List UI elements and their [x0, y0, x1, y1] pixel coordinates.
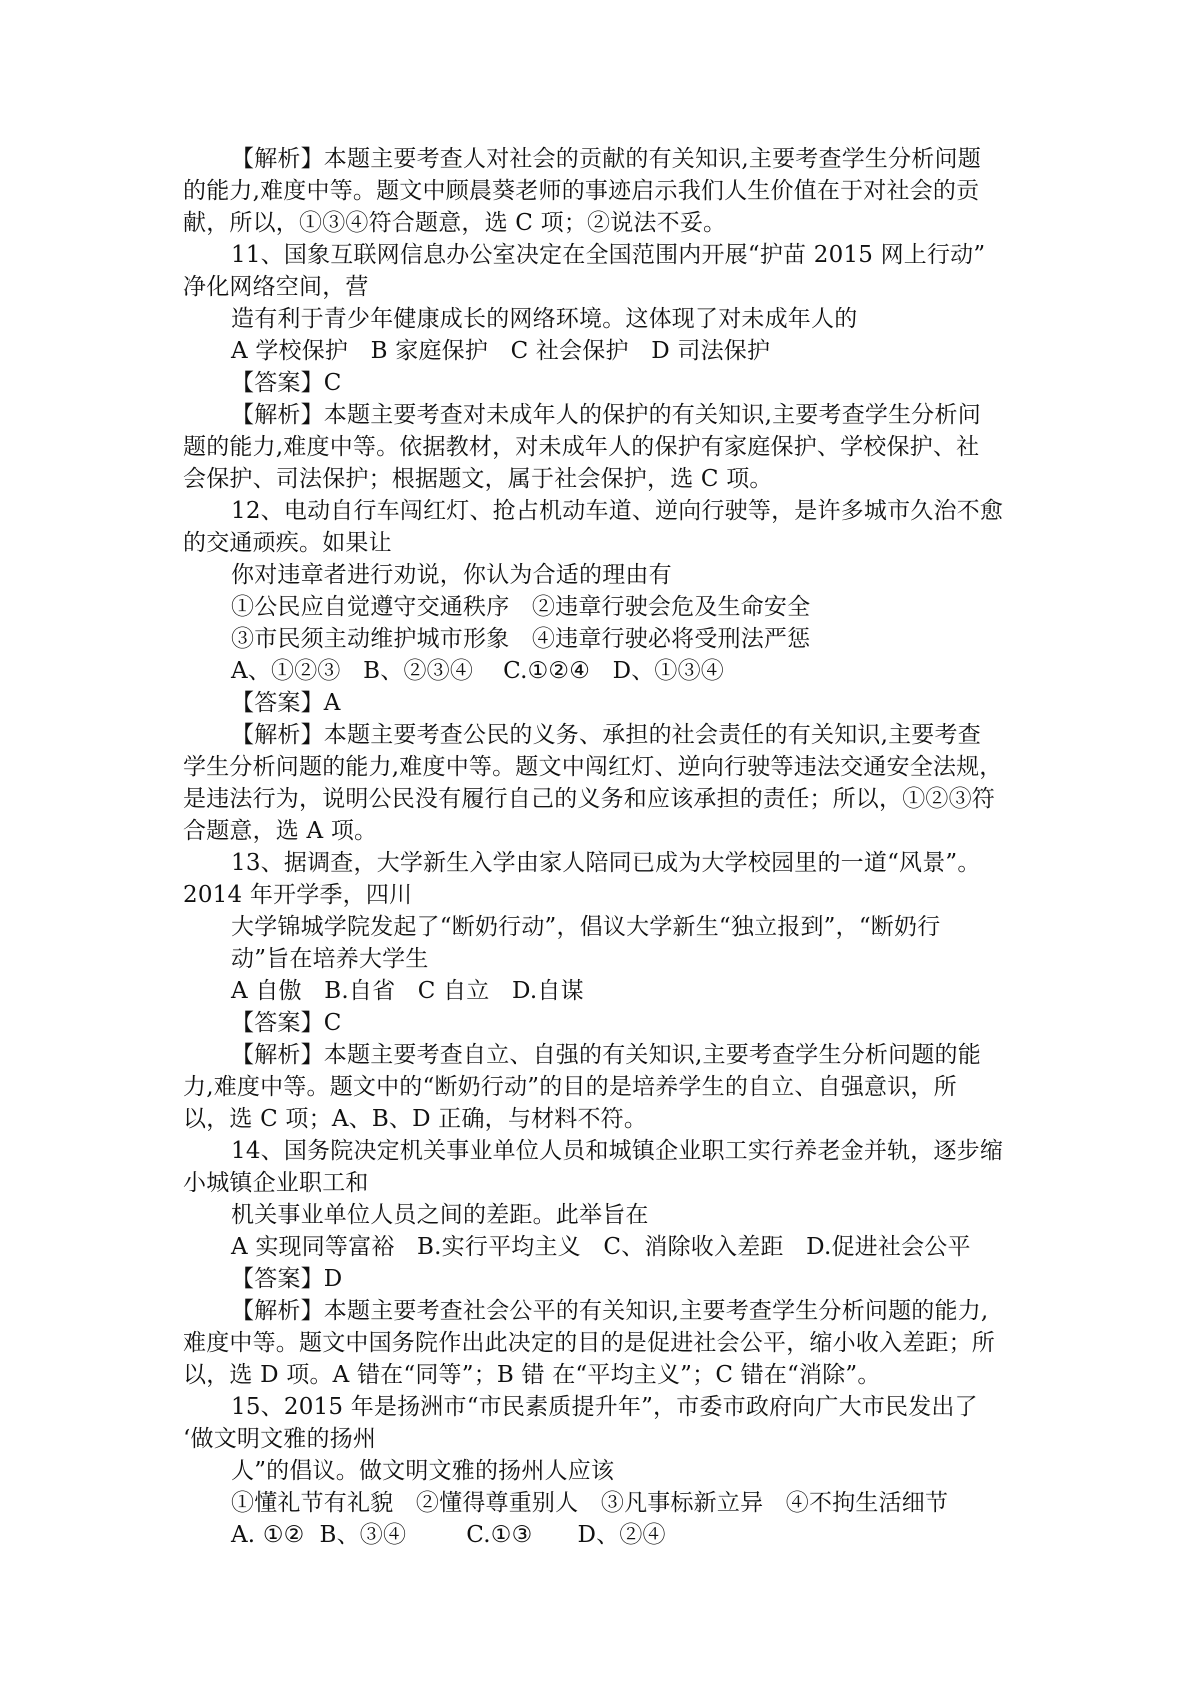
text-line: 大学锦城学院发起了“断奶行动”，倡议大学新生“独立报到”，“断奶行: [231, 914, 941, 940]
text-line: 的能力,难度中等。题文中顾晨葵老师的事迹启示我们人生价值在于对社会的贡: [183, 178, 980, 204]
text-line: 【答案】C: [231, 370, 342, 396]
text-line: 【答案】C: [231, 1010, 342, 1036]
text-line: 2014 年开学季，四川: [183, 882, 413, 908]
text-line: A 实现同等富裕 B.实行平均主义 C、消除收入差距 D.促进社会公平: [231, 1234, 971, 1260]
text-line: A 自傲 B.自省 C 自立 D.自谋: [231, 978, 584, 1004]
text-line: 合题意，选 A 项。: [183, 818, 378, 844]
text-line: 动”旨在培养大学生: [231, 946, 429, 972]
text-line: 学生分析问题的能力,难度中等。题文中闯红灯、逆向行驶等违法交通安全法规，: [183, 754, 1003, 780]
text-line: 【解析】本题主要考查对未成年人的保护的有关知识,主要考查学生分析问: [231, 402, 981, 428]
text-line: 【解析】本题主要考查自立、自强的有关知识,主要考查学生分析问题的能: [231, 1042, 981, 1068]
text-line: 会保护、司法保护；根据题文，属于社会保护，选 C 项。: [183, 466, 773, 492]
text-line: 净化网络空间，营: [183, 274, 369, 300]
text-line: 【答案】A: [231, 690, 341, 716]
text-line: A. ①② B、③④ C.①③ D、②④: [231, 1522, 666, 1548]
text-line: A、①②③ B、②③④ C.①②④ D、①③④: [231, 658, 725, 684]
text-line: ③市民须主动维护城市形象 ④违章行驶必将受刑法严惩: [231, 626, 811, 652]
text-line: 【答案】D: [231, 1266, 343, 1292]
text-line: 12、电动自行车闯红灯、抢占机动车道、逆向行驶等，是许多城市久治不愈: [231, 498, 1004, 524]
text-line: 机关事业单位人员之间的差距。此举旨在: [231, 1202, 649, 1228]
text-line: 以，选 C 项；A、B、D 正确，与材料不符。: [183, 1106, 648, 1132]
text-line: ①公民应自觉遵守交通秩序 ②违章行驶会危及生命安全: [231, 594, 811, 620]
text-line: 是违法行为，说明公民没有履行自己的义务和应该承担的责任；所以，①②③符: [183, 786, 995, 812]
text-line: 你对违章者进行劝说，你认为合适的理由有: [231, 562, 672, 588]
text-line: 【解析】本题主要考查公民的义务、承担的社会责任的有关知识,主要考查: [231, 722, 981, 748]
text-line: ‘做文明文雅的扬州: [183, 1426, 377, 1452]
text-line: ①懂礼节有礼貌 ②懂得尊重别人 ③凡事标新立异 ④不拘生活细节: [231, 1490, 949, 1516]
text-line: 14、国务院决定机关事业单位人员和城镇企业职工实行养老金并轨，逐步缩: [231, 1138, 1004, 1164]
text-line: 题的能力,难度中等。依据教材，对未成年人的保护有家庭保护、学校保护、社: [183, 434, 980, 460]
text-line: 小城镇企业职工和: [183, 1170, 369, 1196]
text-line: 【解析】本题主要考查社会公平的有关知识,主要考查学生分析问题的能力,: [231, 1298, 989, 1324]
text-line: 【解析】本题主要考查人对社会的贡献的有关知识,主要考查学生分析问题: [231, 146, 981, 172]
text-line: 11、国象互联网信息办公室决定在全国范围内开展“护苗 2015 网上行动”: [231, 242, 986, 268]
text-line: 难度中等。题文中国务院作出此决定的目的是促进社会公平，缩小收入差距；所: [183, 1330, 995, 1356]
text-line: A 学校保护 B 家庭保护 C 社会保护 D 司法保护: [231, 338, 771, 364]
text-line: 15、2015 年是扬洲市“市民素质提升年”，市委市政府向广大市民发出了: [231, 1394, 978, 1420]
text-line: 的交通顽疾。如果让: [183, 530, 392, 556]
text-line: 人”的倡议。做文明文雅的扬州人应该: [231, 1458, 615, 1484]
text-line: 造有利于青少年健康成长的网络环境。这体现了对未成年人的: [231, 306, 858, 332]
text-line: 献，所以，①③④符合题意，选 C 项；②说法不妥。: [183, 210, 727, 236]
text-line: 以，选 D 项。A 错在“同等”；B 错 在“平均主义”；C 错在“消除”。: [183, 1362, 881, 1388]
document-body: [183, 143, 1025, 1551]
text-line: 力,难度中等。题文中的“断奶行动”的目的是培养学生的自立、自强意识，所: [183, 1074, 957, 1100]
text-line: 13、据调查，大学新生入学由家人陪同已成为大学校园里的一道“风景”。: [231, 850, 981, 876]
